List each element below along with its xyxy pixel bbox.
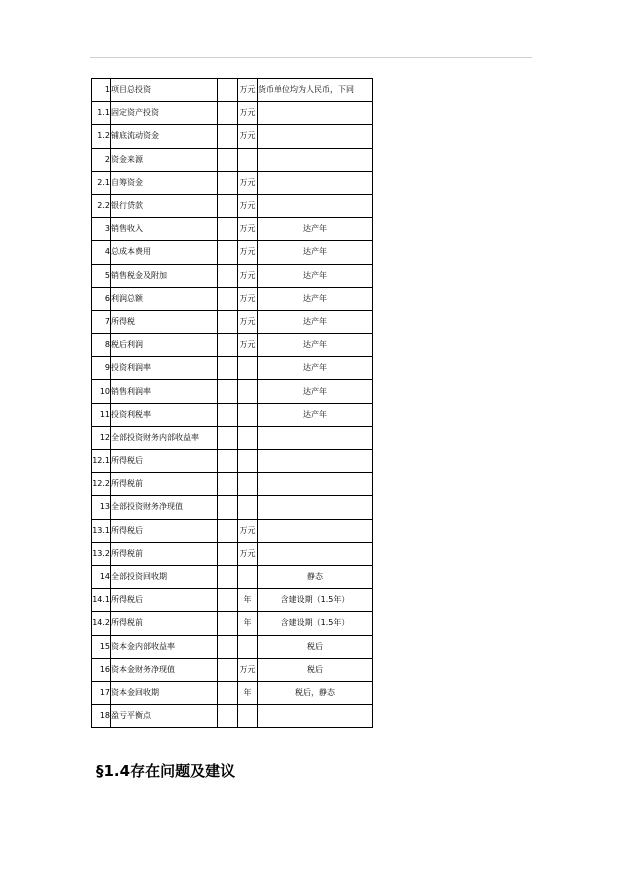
row-unit: 万元 [238,264,258,287]
row-number: 2.1 [92,171,111,194]
row-value [218,218,238,241]
row-note: 含建设期（1.5年） [258,612,373,635]
row-value [218,287,238,310]
row-unit: 万元 [238,310,258,333]
row-number: 1 [92,79,111,102]
row-value [218,310,238,333]
row-number: 1.1 [92,102,111,125]
row-unit: 年 [238,681,258,704]
row-value [218,681,238,704]
row-name: 资本金财务净现值 [111,658,218,681]
row-value [218,194,238,217]
table-row [92,125,373,148]
row-number: 15 [92,635,111,658]
row-name: 利润总额 [111,287,218,310]
row-unit: 万元 [238,241,258,264]
row-number: 14.1 [92,589,111,612]
row-unit [238,148,258,171]
table-row [92,426,373,449]
row-number: 3 [92,218,111,241]
row-note: 达产年 [258,334,373,357]
table-row [92,171,373,194]
row-unit: 万元 [238,519,258,542]
row-unit [238,403,258,426]
table-row [92,102,373,125]
row-name: 铺底流动资金 [111,125,218,148]
table-row [92,380,373,403]
row-number: 12.2 [92,473,111,496]
row-unit [238,473,258,496]
row-unit [238,565,258,588]
row-value [218,426,238,449]
table-row [92,542,373,565]
row-value [218,519,238,542]
row-name: 投资利润率 [111,357,218,380]
table-row [92,519,373,542]
row-unit [238,380,258,403]
row-name: 资金来源 [111,148,218,171]
row-name: 所得税后 [111,589,218,612]
table-row [92,496,373,519]
row-number: 2.2 [92,194,111,217]
row-note [258,148,373,171]
row-note [258,102,373,125]
row-note [258,171,373,194]
table-row [92,565,373,588]
row-name: 总成本费用 [111,241,218,264]
row-unit [238,426,258,449]
row-note [258,473,373,496]
row-note: 达产年 [258,403,373,426]
row-number: 18 [92,705,111,728]
row-name: 项目总投资 [111,79,218,102]
row-number: 5 [92,264,111,287]
row-value [218,450,238,473]
row-number: 14.2 [92,612,111,635]
row-note: 达产年 [258,218,373,241]
table-row [92,705,373,728]
table-row [92,241,373,264]
row-number: 8 [92,334,111,357]
row-number: 17 [92,681,111,704]
row-name: 销售税金及附加 [111,264,218,287]
row-number: 11 [92,403,111,426]
row-value [218,473,238,496]
row-number: 13.1 [92,519,111,542]
table-row [92,334,373,357]
row-name: 所得税前 [111,542,218,565]
row-note: 含建设期（1.5年） [258,589,373,612]
row-note: 达产年 [258,310,373,333]
table-row [92,287,373,310]
row-name: 所得税后 [111,450,218,473]
row-name: 销售收入 [111,218,218,241]
row-number: 6 [92,287,111,310]
table-row [92,403,373,426]
table-row [92,589,373,612]
row-value [218,403,238,426]
table-row [92,148,373,171]
row-name: 银行贷款 [111,194,218,217]
row-unit [238,357,258,380]
row-number: 16 [92,658,111,681]
row-unit: 万元 [238,658,258,681]
table-row [92,450,373,473]
row-unit [238,450,258,473]
table-row [92,218,373,241]
row-value [218,334,238,357]
row-value [218,171,238,194]
row-value [218,79,238,102]
row-unit [238,496,258,519]
row-note: 静态 [258,565,373,588]
row-value [218,264,238,287]
table-row [92,310,373,333]
row-name: 资本金内部收益率 [111,635,218,658]
row-value [218,102,238,125]
table-row [92,635,373,658]
table-row [92,79,373,102]
row-number: 14 [92,565,111,588]
row-name: 盈亏平衡点 [111,705,218,728]
row-unit: 年 [238,612,258,635]
row-name: 税后利润 [111,334,218,357]
row-note: 税后，静态 [258,681,373,704]
row-unit: 万元 [238,287,258,310]
row-value [218,612,238,635]
row-note [258,705,373,728]
row-number: 12 [92,426,111,449]
table-row [92,194,373,217]
row-unit: 万元 [238,334,258,357]
row-value [218,542,238,565]
row-name: 所得税前 [111,612,218,635]
row-name: 全部投资回收期 [111,565,218,588]
row-unit: 万元 [238,102,258,125]
table-row [92,264,373,287]
row-number: 4 [92,241,111,264]
row-note [258,450,373,473]
indicator-table-body [92,79,373,728]
row-value [218,565,238,588]
row-unit: 万元 [238,194,258,217]
row-name: 所得税 [111,310,218,333]
row-name: 全部投资财务净现值 [111,496,218,519]
row-number: 13 [92,496,111,519]
row-note [258,194,373,217]
row-note [258,125,373,148]
table-row [92,612,373,635]
row-value [218,148,238,171]
row-number: 13.2 [92,542,111,565]
row-name: 所得税前 [111,473,218,496]
row-value [218,357,238,380]
row-value [218,241,238,264]
row-note: 达产年 [258,380,373,403]
row-number: 7 [92,310,111,333]
row-value [218,658,238,681]
row-unit: 万元 [238,79,258,102]
row-number: 10 [92,380,111,403]
section-title: §1.4存在问题及建议 [96,762,236,780]
table-row [92,473,373,496]
row-name: 投资利税率 [111,403,218,426]
row-note: 货币单位均为人民币，下同 [258,79,373,102]
row-note: 税后 [258,635,373,658]
indicator-table [91,78,373,728]
row-unit [238,635,258,658]
header-rule [90,57,532,58]
row-unit [238,705,258,728]
table-row [92,357,373,380]
row-note [258,519,373,542]
row-unit: 万元 [238,542,258,565]
row-note: 达产年 [258,241,373,264]
row-value [218,380,238,403]
row-number: 2 [92,148,111,171]
row-value [218,635,238,658]
row-note [258,426,373,449]
row-name: 固定资产投资 [111,102,218,125]
row-unit: 万元 [238,218,258,241]
row-unit: 万元 [238,171,258,194]
table-row [92,658,373,681]
row-value [218,125,238,148]
row-value [218,705,238,728]
row-value [218,496,238,519]
row-number: 12.1 [92,450,111,473]
row-note: 达产年 [258,287,373,310]
row-note: 达产年 [258,357,373,380]
row-note: 达产年 [258,264,373,287]
row-name: 销售利润率 [111,380,218,403]
row-note [258,542,373,565]
table-row [92,681,373,704]
row-note [258,496,373,519]
row-name: 所得税后 [111,519,218,542]
row-note: 税后 [258,658,373,681]
row-name: 资本金回收期 [111,681,218,704]
row-value [218,589,238,612]
row-number: 1.2 [92,125,111,148]
row-number: 9 [92,357,111,380]
row-name: 自筹资金 [111,171,218,194]
row-name: 全部投资财务内部收益率 [111,426,218,449]
row-unit: 年 [238,589,258,612]
row-unit: 万元 [238,125,258,148]
